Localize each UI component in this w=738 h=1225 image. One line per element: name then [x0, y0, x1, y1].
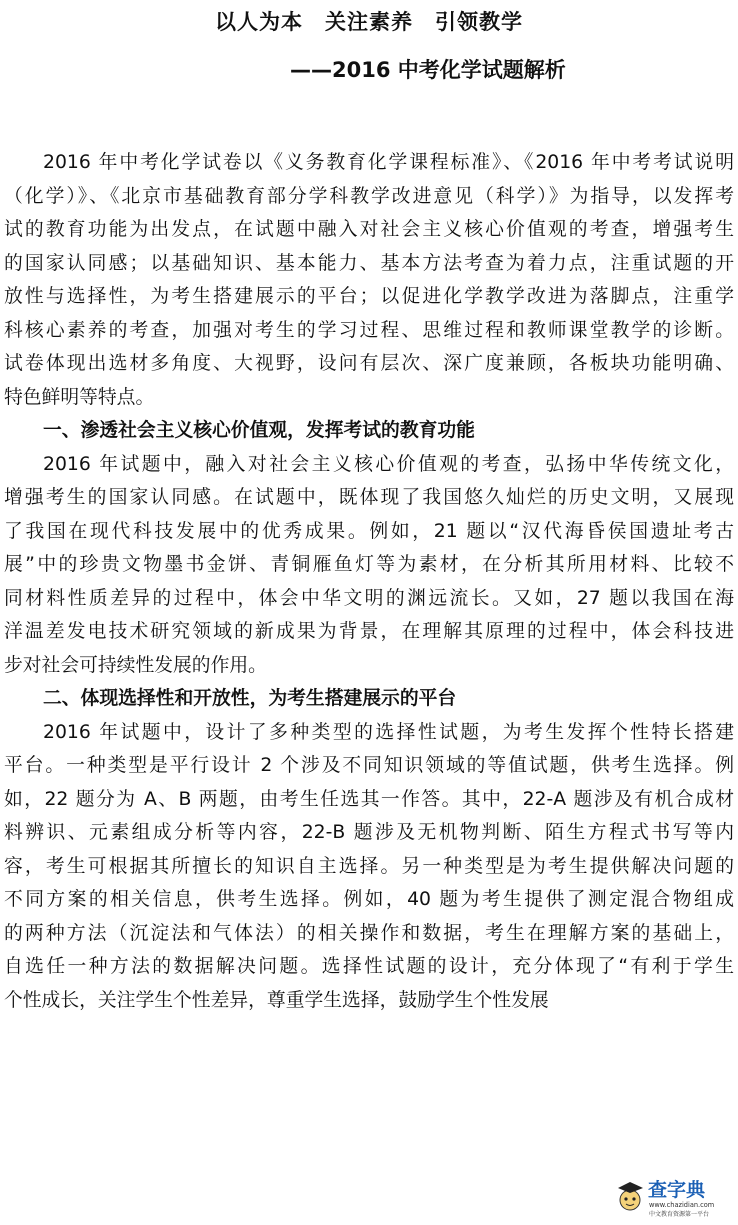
paragraph-line: 平台。一种类型是平行设计 2 个涉及不同知识领域的等值试题，供考生选择。例 — [4, 755, 734, 776]
paragraph-line: 不同方案的相关信息，供考生选择。例如，40 题为考生提供了测定混合物组成 — [4, 889, 734, 910]
paragraph-line: 同材料性质差异的过程中，体会中华文明的渊远流长。又如，27 题以我国在海 — [4, 587, 734, 609]
paragraph-line: 特色鲜明等特点。 — [4, 386, 155, 408]
paragraph-line: 了我国在现代科技发展中的优秀成果。例如，21 题以“汉代海昏侯国遗址考古 — [4, 520, 734, 542]
chazidian-logo — [616, 1172, 734, 1222]
section-heading: 一、渗透社会主义核心价值观，发挥考试的教育功能 — [43, 420, 475, 441]
paragraph-line: 展”中的珍贵文物墨书金饼、青铜雁鱼灯等为素材，在分析其所用材料、比较不 — [4, 554, 734, 575]
paragraph-line: 的两种方法（沉淀法和气体法）的相关操作和数据，考生在理解方案的基础上， — [4, 922, 734, 944]
paragraph-line: 如，22 题分为 A、B 两题，由考生任选其一作答。其中，22-A 题涉及有机合成材 — [4, 788, 734, 810]
paragraph-line: 2016 年试题中，设计了多种类型的选择性试题，为考生发挥个性特长搭建 — [43, 721, 734, 743]
paragraph-line: （化学）》、《北京市基础教育部分学科教学改进意见（科学）》为指导，以发挥考 — [4, 185, 734, 207]
paragraph-line: 洋温差发电技术研究领域的新成果为背景，在理解其原理的过程中，体会科技进 — [4, 621, 734, 642]
paragraph-line: 科核心素养的考查，加强对考生的学习过程、思维过程和教师课堂教学的诊断。 — [4, 319, 734, 341]
paragraph-line: 步对社会可持续性发展的作用。 — [4, 654, 267, 676]
paragraph-line: 2016 年试题中，融入对社会主义核心价值观的考查，弘扬中华传统文化， — [43, 453, 734, 475]
paragraph-line: 增强考生的国家认同感。在试题中，既体现了我国悠久灿烂的历史文明，又展现 — [4, 487, 734, 508]
paragraph-line: 放性与选择性，为考生搭建展示的平台；以促进化学教学改进为落脚点，注重学 — [4, 286, 734, 307]
paragraph-line: 试卷体现出选材多角度、大视野，设问有层次、深广度兼顾，各板块功能明确、 — [4, 353, 734, 374]
paragraph-line: 2016 年中考化学试卷以《义务教育化学课程标准》、《2016 年中考考试说明 — [43, 152, 734, 173]
logo-name: 查字典 — [648, 1179, 706, 1201]
section-heading: 二、体现选择性和开放性，为考生搭建展示的平台 — [43, 688, 457, 709]
paragraph-line: 试的教育功能为出发点，在试题中融入对社会主义核心价值观的考查，增强考生 — [4, 219, 734, 240]
document-body — [0, 146, 738, 1017]
document-title: 以人为本 关注素养 引领教学 — [215, 10, 523, 34]
paragraph-line: 个性成长，关注学生个性差异，尊重学生选择，鼓励学生个性发展 — [4, 989, 549, 1011]
paragraph-line: 料辨识、元素组成分析等内容，22-B 题涉及无机物判断、陌生方程式书写等内 — [4, 822, 734, 843]
document-subtitle: ——2016 中考化学试题解析 — [290, 58, 566, 82]
paragraph-line: 容，考生可根据其所擅长的知识自主选择。另一种类型是为考生提供解决问题的 — [4, 855, 734, 877]
logo-domain: www.chazidian.com — [649, 1201, 715, 1209]
logo-tagline: 中文教育资源第一平台 — [649, 1211, 710, 1218]
paragraph-line: 的国家认同感；以基础知识、基本能力、基本方法考查为着力点，注重试题的开 — [4, 252, 734, 274]
paragraph-line: 自选任一种方法的数据解决问题。选择性试题的设计，充分体现了“有利于学生 — [4, 956, 734, 977]
